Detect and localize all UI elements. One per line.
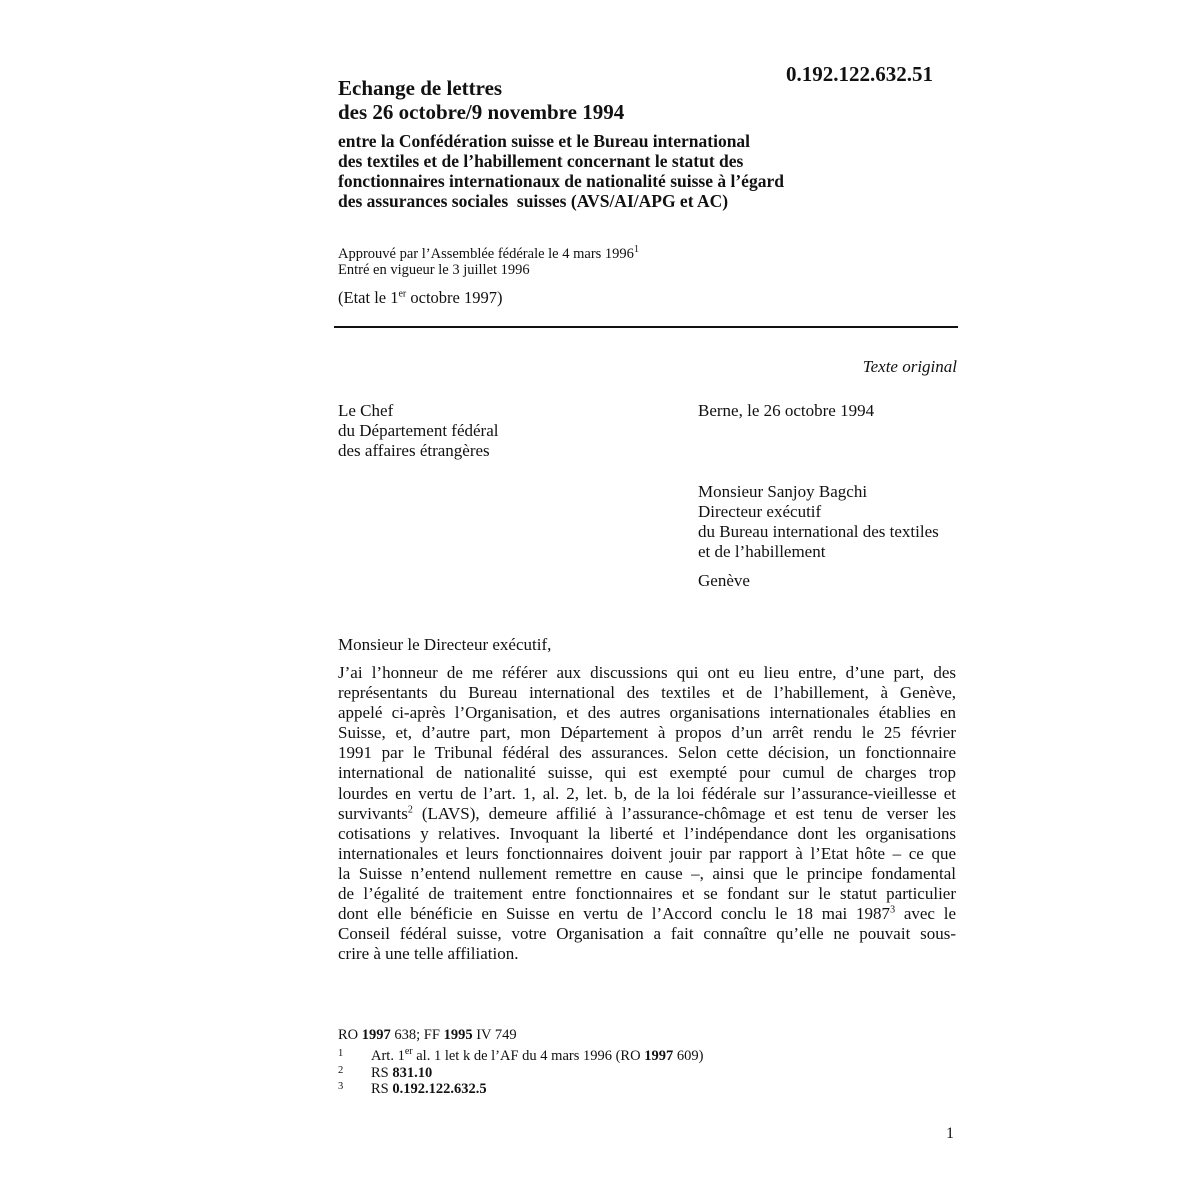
body-line: J’ai l’honneur de me référer aux discussions qui ont eu lieu entre, d’une part, des	[338, 663, 956, 682]
subtitle-line: des textiles et de l’habillement concernant le statut des	[338, 151, 744, 171]
footnote-text: RS 0.192.122.632.5	[371, 1081, 487, 1097]
letter-body	[338, 663, 956, 964]
document-title	[338, 76, 624, 124]
body-line: crire à une telle affiliation.	[338, 944, 519, 964]
body-line: dont elle bénéficie en Suisse en vertu de l’Accord conclu le 18 mai 1987$^3$ avec le	[338, 904, 957, 924]
sender-line: Le Chef	[338, 401, 394, 420]
body-line: appelé ci-après l’Organisation, et des autres organisations internationales établies en	[338, 703, 956, 723]
footnote-text: Art. 1er al. 1 let k de l’AF du 4 mars 1996 (RO 1997 609)	[371, 1046, 704, 1064]
body-line: internationales et leurs fonctionnaires doivent jouir par rapport à l’Etat hôte – ce que	[338, 843, 956, 863]
entry-into-force-line: Entré en vigueur le 3 juillet 1996	[338, 262, 530, 278]
footnote-number: 2	[338, 1065, 344, 1076]
place-date: Berne, le 26 octobre 1994	[698, 401, 875, 420]
addressee-line: et de l’habillement	[698, 542, 826, 561]
footnote-number: 1	[338, 1048, 344, 1059]
sender-line: du Département fédéral	[338, 421, 499, 440]
addressee-line: Directeur exécutif	[698, 502, 822, 521]
approval-line: Approuvé par l’Assemblée fédérale le 4 mars 1996$^1$	[338, 244, 639, 262]
status-date: (Etat le 1er octobre 1997)	[338, 288, 503, 307]
footnote-ref[interactable]: 3	[890, 904, 896, 916]
footnote-text: RS 831.10	[371, 1065, 433, 1081]
subtitle-line: fonctionnaires internationaux de nationalité suisse à l’égard	[338, 171, 784, 191]
body-line: Suisse, et, d’autre part, mon Département à propos d’un arrêt rendu le 25 février	[338, 723, 956, 743]
title-line: Echange de lettres	[338, 76, 503, 100]
body-line: 1991 par le Tribunal fédéral des assurances. Selon cette décision, un fonctionnaire	[338, 743, 956, 763]
body-line: international de nationalité suisse, qui est exempté pour cumul de charges trop	[338, 763, 956, 783]
body-line: de l’égalité de traitement entre fonctionnaires et se fondant sur le statut particulier	[338, 884, 956, 904]
original-text-label: Texte original	[862, 357, 957, 376]
subtitle-line: entre la Confédération suisse et le Bureau international	[338, 131, 751, 151]
body-line: représentants du Bureau international des textiles et de l’habillement, à Genève,	[338, 683, 956, 703]
sender-block	[338, 401, 498, 461]
header-divider	[334, 326, 958, 328]
body-line: cotisations y relatives. Invoquant la liberté et l’indépendance dont les organisations	[338, 823, 956, 843]
footnote-number: 3	[338, 1081, 344, 1092]
body-line: Conseil fédéral suisse, votre Organisation a fait connaître qu’elle ne pouvait sous-	[338, 924, 956, 944]
approval-info	[338, 246, 639, 278]
document-subtitle	[338, 131, 898, 211]
addressee-city: Genève	[698, 571, 750, 590]
subtitle-line: des assurances sociales suisses (AVS/AI/APG et AC)	[338, 191, 729, 211]
body-line: lourdes en vertu de l’art. 1, al. 2, let. b, de la loi fédérale sur l’assurance-vieillesse et	[338, 783, 956, 803]
footnote-ref[interactable]: 1	[633, 244, 639, 256]
sender-line: des affaires étrangères	[338, 441, 490, 460]
body-line: survivants$^2$ (LAVS), demeure affilié à l’assurance-chômage et est tenu de verser les	[338, 803, 956, 823]
title-line: des 26 octobre/9 novembre 1994	[338, 100, 625, 124]
source-reference: RO 1997 638; FF 1995 IV 749	[338, 1027, 517, 1043]
salutation: Monsieur le Directeur exécutif,	[338, 635, 552, 654]
footnote-ref[interactable]: 2	[407, 804, 413, 815]
page-number: 1	[946, 1125, 954, 1142]
addressee-line: Monsieur Sanjoy Bagchi	[698, 482, 868, 501]
sr-number: 0.192.122.632.51	[786, 62, 933, 86]
addressee-block	[698, 482, 939, 562]
body-line: la Suisse n’entend nullement remettre en cause –, ainsi que le principe fondamental	[338, 863, 956, 883]
addressee-line: du Bureau international des textiles	[698, 522, 939, 541]
